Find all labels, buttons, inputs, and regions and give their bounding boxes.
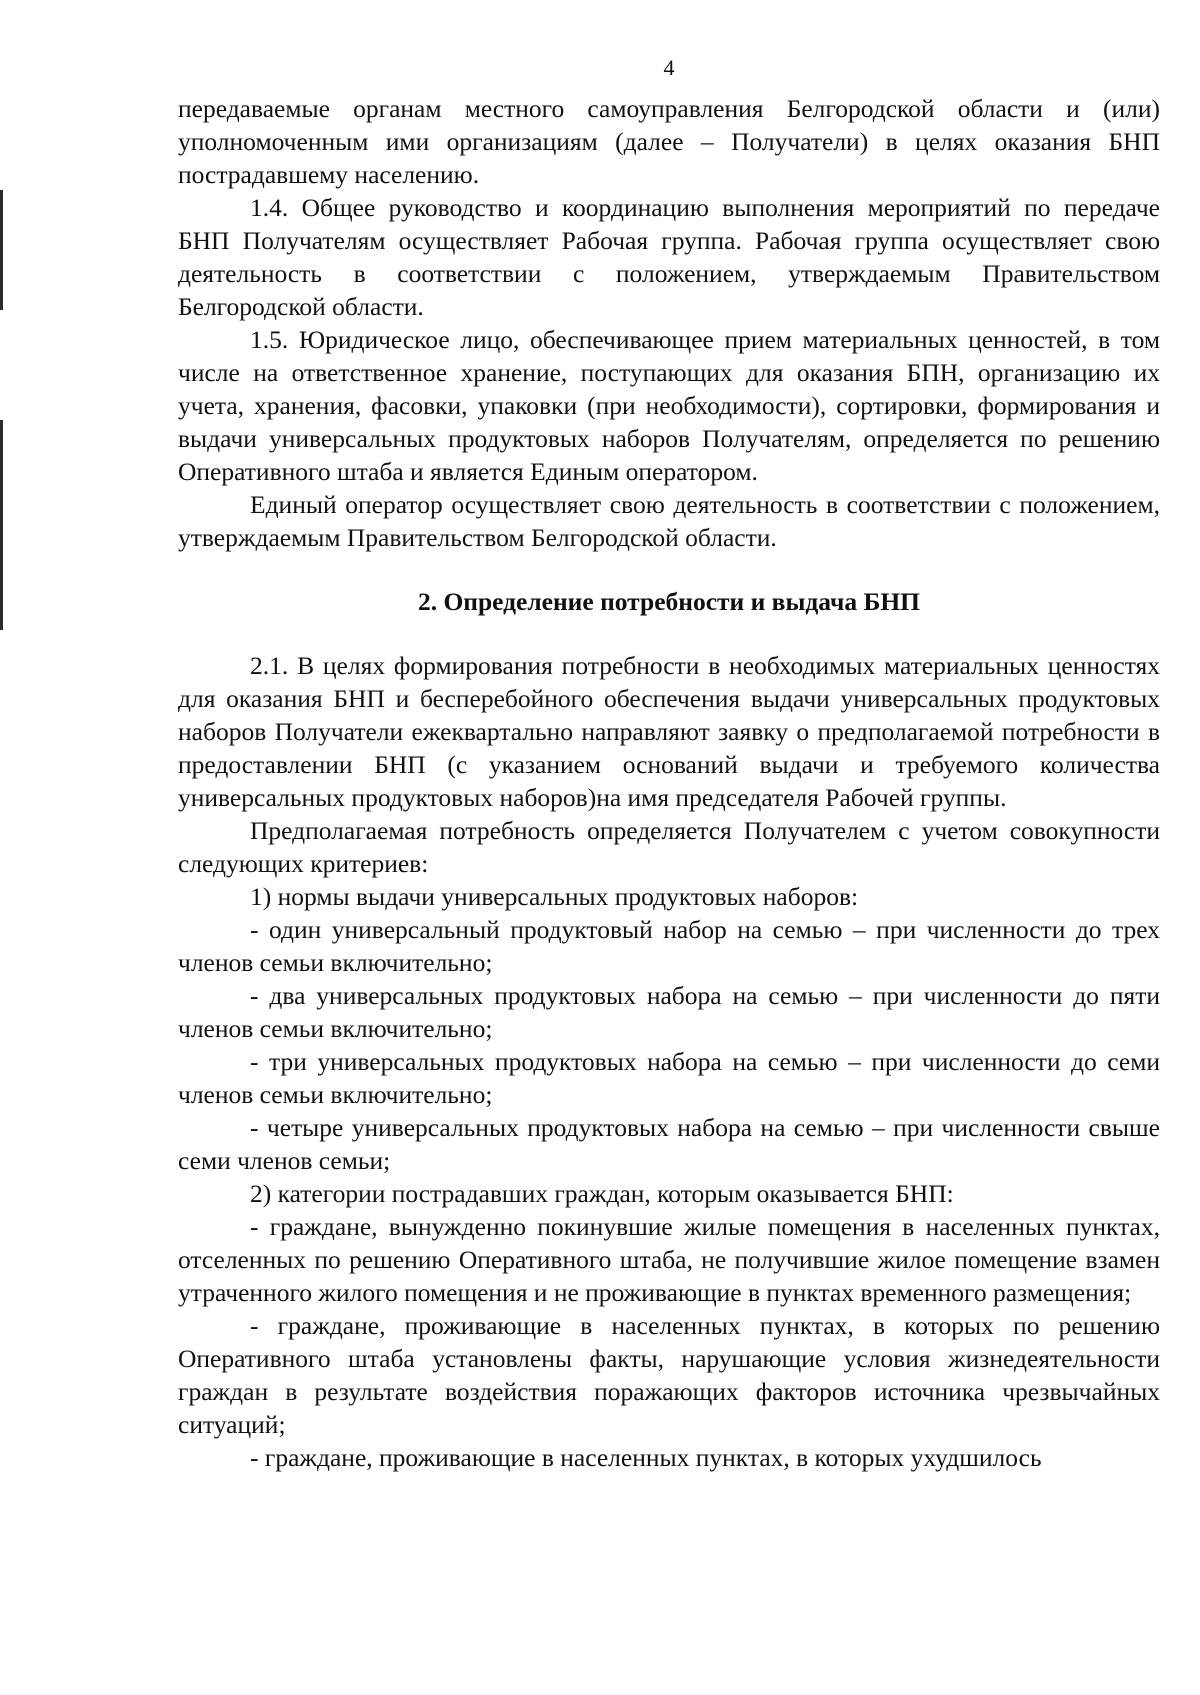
scan-edge-mark-middle	[0, 420, 3, 630]
top-paragraphs	[178, 92, 1160, 554]
section-heading: 2. Определение потребности и выдача БНП	[417, 587, 921, 616]
scan-edge-mark-top	[0, 190, 3, 310]
paragraph: 2.1. В целях формирования потребности в необходимых материальных ценностях для оказания БНП и бесперебойного обеспечения выдачи универсальных продуктовых наборов Получатели ежеквартально направляют заявку о предполагаемой потребности в предоставлении БНП (с указанием оснований выдачи и требуемого количества универсальных продуктовых наборов)на имя председателя Рабочей группы.	[178, 651, 1160, 812]
paragraph: - граждане, вынужденно покинувшие жилые помещения в населенных пунктах, отселенных по решению Оперативного штаба, не получившие жилое помещение взамен утраченного жилого помещения и не проживающие в пунктах временного размещения;	[178, 1212, 1160, 1307]
paragraph: - четыре универсальных продуктовых набора на семью – при численности свыше семи членов семьи;	[178, 1113, 1160, 1175]
bottom-paragraphs	[178, 649, 1160, 1474]
paragraph: - два универсальных продуктовых набора на семью – при численности до пяти членов семьи включительно;	[178, 981, 1160, 1043]
paragraph: 1.5. Юридическое лицо, обеспечивающее прием материальных ценностей, в том числе на ответственное хранение, поступающих для оказания БПН, организацию их учета, хранения, фасовки, упаковки (при необходимости), сортировки, формирования и выдачи универсальных продуктовых наборов Получателям, определяется по решению Оперативного штаба и является Единым оператором.	[178, 325, 1160, 486]
paragraph: передаваемые органам местного самоуправления Белгородской области и (или) уполномоченным ими организациям (далее – Получатели) в целях оказания БНП пострадавшему населению.	[178, 94, 1160, 189]
page-number: 4	[663, 55, 675, 80]
paragraph: 1) нормы выдачи универсальных продуктовых наборов:	[250, 882, 859, 911]
paragraph: Единый оператор осуществляет свою деятельность в соответствии с положением, утверждаемым Правительством Белгородской области.	[178, 490, 1160, 552]
paragraph: 1.4. Общее руководство и координацию выполнения мероприятий по передаче БНП Получателям осуществляет Рабочая группа. Рабочая группа осуществляет свою деятельность в соответствии с положением, утверждаемым Правительством Белгородской области.	[178, 193, 1160, 321]
paragraph: - граждане, проживающие в населенных пунктах, в которых ухудшилось	[250, 1443, 1042, 1472]
document-page	[178, 52, 1160, 1474]
paragraph: - граждане, проживающие в населенных пунктах, в которых по решению Оперативного штаба установлены факты, нарушающие условия жизнедеятельности граждан в результате воздействия поражающих факторов источника чрезвычайных ситуаций;	[178, 1311, 1160, 1439]
paragraph: Предполагаемая потребность определяется Получателем с учетом совокупности следующих критериев:	[178, 816, 1160, 878]
paragraph: - один универсальный продуктовый набор на семью – при численности до трех членов семьи включительно;	[178, 915, 1160, 977]
paragraph: 2) категории пострадавших граждан, которым оказывается БНП:	[250, 1179, 954, 1208]
paragraph: - три универсальных продуктовых набора на семью – при численности до семи членов семьи включительно;	[178, 1047, 1160, 1109]
